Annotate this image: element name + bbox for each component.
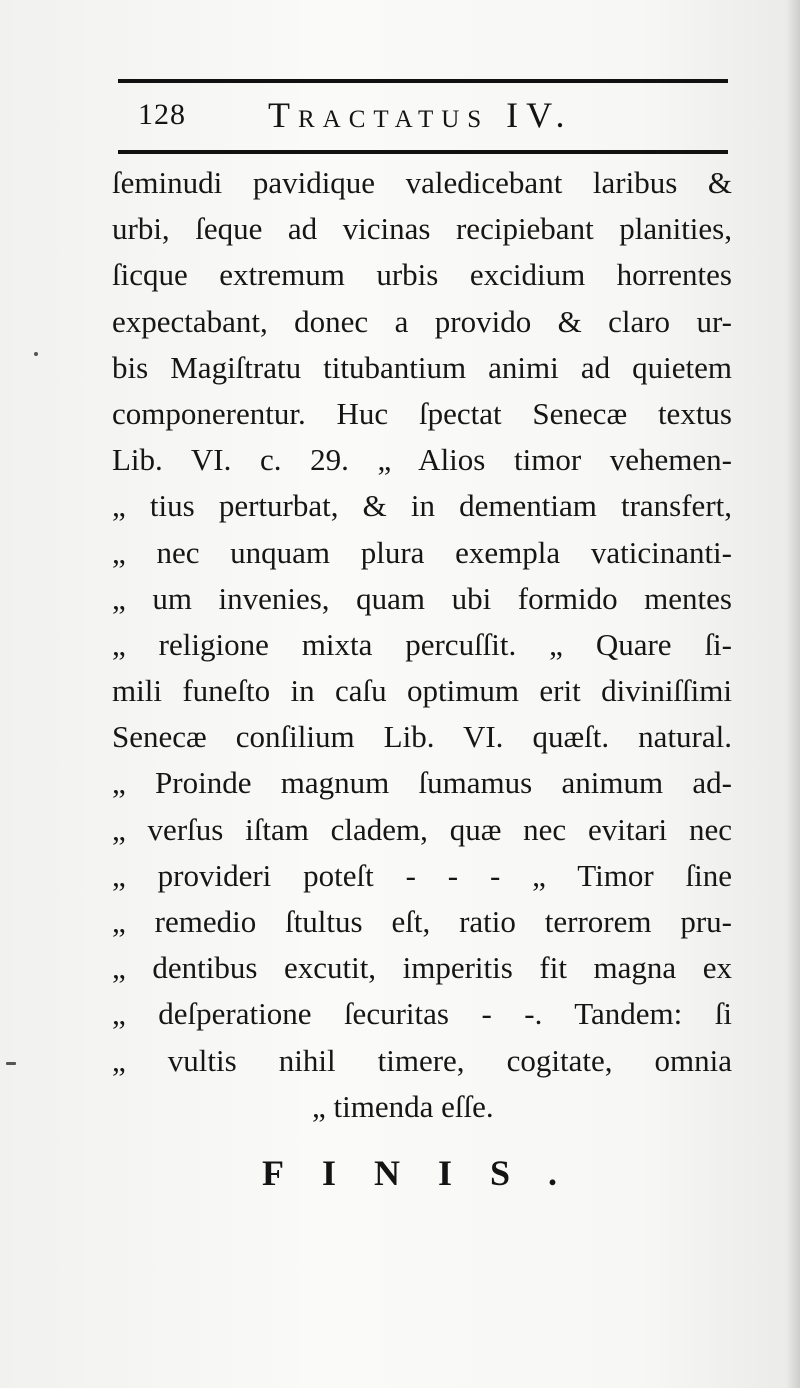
text-line: „ remedio ſtultus eſt, ratio terrorem pru-	[112, 904, 732, 939]
running-title: Tractatus IV.	[268, 95, 573, 135]
paper-speck	[34, 352, 38, 356]
text-line: mili funeſto in caſu optimum erit diviniſſimi	[112, 673, 732, 709]
text-line: urbi, ſeque ad vicinas recipiebant planities,	[112, 211, 732, 247]
text-line-final: „ timenda eſſe.	[312, 1088, 494, 1124]
header-top-rule	[118, 79, 728, 83]
paper-speck	[6, 1062, 16, 1065]
text-line: componerentur. Huc ſpectat Senecæ textus	[112, 395, 732, 431]
finis-colophon: FINIS.	[262, 1153, 596, 1193]
text-line: „ verſus iſtam cladem, quæ nec evitari nec	[112, 811, 732, 847]
text-line: ſicque extremum urbis excidium horrentes	[112, 257, 732, 293]
text-line: „ deſperatione ſecuritas - -. Tandem: ſi	[112, 996, 732, 1032]
text-line: expectabant, donec a provido & claro ur-	[112, 303, 732, 339]
text-line: „ um invenies, quam ubi formido mentes	[112, 580, 732, 616]
body-text	[112, 160, 742, 1130]
page-number: 128	[138, 98, 186, 131]
text-line: „ tius perturbat, & in dementiam transfert,	[112, 488, 732, 524]
text-line: bis Magiſtratu titubantium animi ad quietem	[112, 349, 732, 385]
text-line: „ vultis nihil timere, cogitate, omnia	[112, 1042, 732, 1078]
page-edge-shadow	[786, 0, 800, 1388]
text-line: „ provideri poteſt - - - „ Timor ſine	[112, 857, 732, 893]
text-line: „ nec unquam plura exempla vaticinanti-	[112, 534, 732, 570]
text-line: „ religione mixta percuſſit. „ Quare ſi-	[112, 626, 732, 662]
text-line: ſeminudi pavidique valedicebant laribus &	[112, 165, 732, 200]
text-line: Senecæ conſilium Lib. VI. quæſt. natural.	[112, 719, 732, 755]
text-line: Lib. VI. c. 29. „ Alios timor vehemen-	[112, 442, 732, 478]
header-bottom-rule	[118, 150, 728, 154]
text-line: „ Proinde magnum ſumamus animum ad-	[112, 765, 732, 801]
running-header	[118, 94, 728, 140]
text-line: „ dentibus excutit, imperitis fit magna ex	[112, 950, 732, 986]
